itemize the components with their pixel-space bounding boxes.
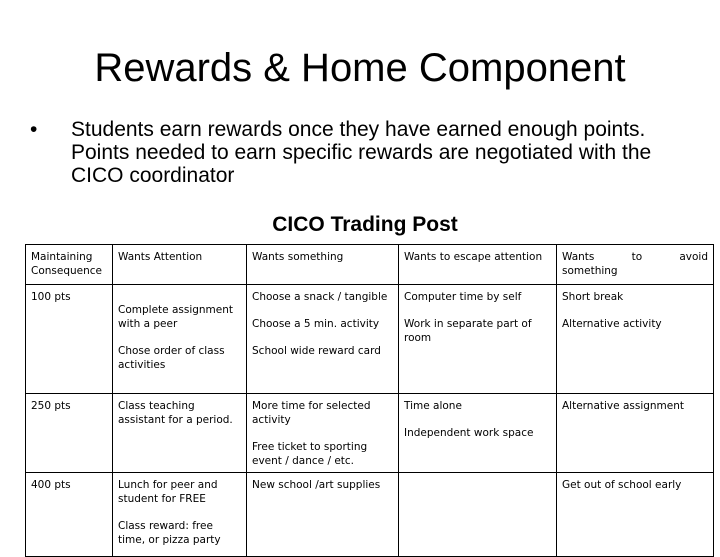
header-wants-attention: Wants Attention <box>113 245 247 285</box>
avoid-cell <box>557 394 714 473</box>
header-wants-escape: Wants to escape attention <box>399 245 557 285</box>
table-title: CICO Trading Post <box>272 213 458 236</box>
table-row <box>26 285 714 394</box>
points-cell: 100 pts <box>26 285 113 394</box>
header-avoid-word-1: Wants <box>562 251 595 263</box>
escape-cell <box>399 285 557 394</box>
header-wants-avoid <box>557 245 714 285</box>
reward-item: Alternative activity <box>562 318 662 330</box>
reward-item: Lunch for peer and student for FREE <box>118 479 218 505</box>
avoid-cell <box>557 285 714 394</box>
reward-item: Independent work space <box>404 427 534 439</box>
bullet-dot-icon: • <box>30 118 38 141</box>
table-header-row <box>26 245 714 285</box>
bullet-point <box>30 118 690 187</box>
reward-item: Complete assignment with a peer <box>118 304 234 330</box>
header-avoid-line <box>562 250 708 264</box>
points-cell: 250 pts <box>26 394 113 473</box>
header-avoid-word-2: to <box>631 251 643 263</box>
reward-item: Time alone <box>404 400 462 412</box>
something-cell <box>247 285 399 394</box>
reward-item: Short break <box>562 291 624 303</box>
header-avoid-word-4: something <box>562 265 618 277</box>
reward-item: Choose a snack / tangible <box>252 291 388 303</box>
header-avoid-word-3: avoid <box>679 251 708 263</box>
reward-item: Free ticket to sporting event / dance / etc. <box>252 441 368 467</box>
table-row <box>26 394 714 473</box>
reward-item: Class teaching assistant for a period. <box>118 400 233 426</box>
reward-item: School wide reward card <box>252 345 381 357</box>
attention-cell <box>113 285 247 394</box>
reward-item: New school /art supplies <box>252 479 381 491</box>
trading-post-table <box>25 244 714 557</box>
reward-item: Choose a 5 min. activity <box>252 318 380 330</box>
points-cell: 400 pts <box>26 473 113 557</box>
reward-item: Computer time by self <box>404 291 522 303</box>
something-cell <box>247 473 399 557</box>
reward-item: Work in separate part of room <box>404 318 532 344</box>
attention-cell <box>113 473 247 557</box>
header-wants-something: Wants something <box>247 245 399 285</box>
something-cell <box>247 394 399 473</box>
escape-cell <box>399 473 557 557</box>
table-row <box>26 473 714 557</box>
reward-item: Class reward: free time, or pizza party <box>118 520 221 546</box>
avoid-cell <box>557 473 714 557</box>
reward-item: Alternative assignment <box>562 400 685 412</box>
header-maintaining-consequence: Maintaining Consequence <box>26 245 113 285</box>
bullet-text: Students earn rewards once they have earned enough points. Points needed to earn specific rewards are negotiated with the CICO coordinator <box>71 118 652 187</box>
reward-item: Get out of school early <box>562 479 682 491</box>
attention-cell <box>113 394 247 473</box>
escape-cell <box>399 394 557 473</box>
reward-item: More time for selected activity <box>252 400 371 426</box>
slide-title: Rewards & Home Component <box>94 46 626 90</box>
reward-item: Chose order of class activities <box>118 345 225 371</box>
